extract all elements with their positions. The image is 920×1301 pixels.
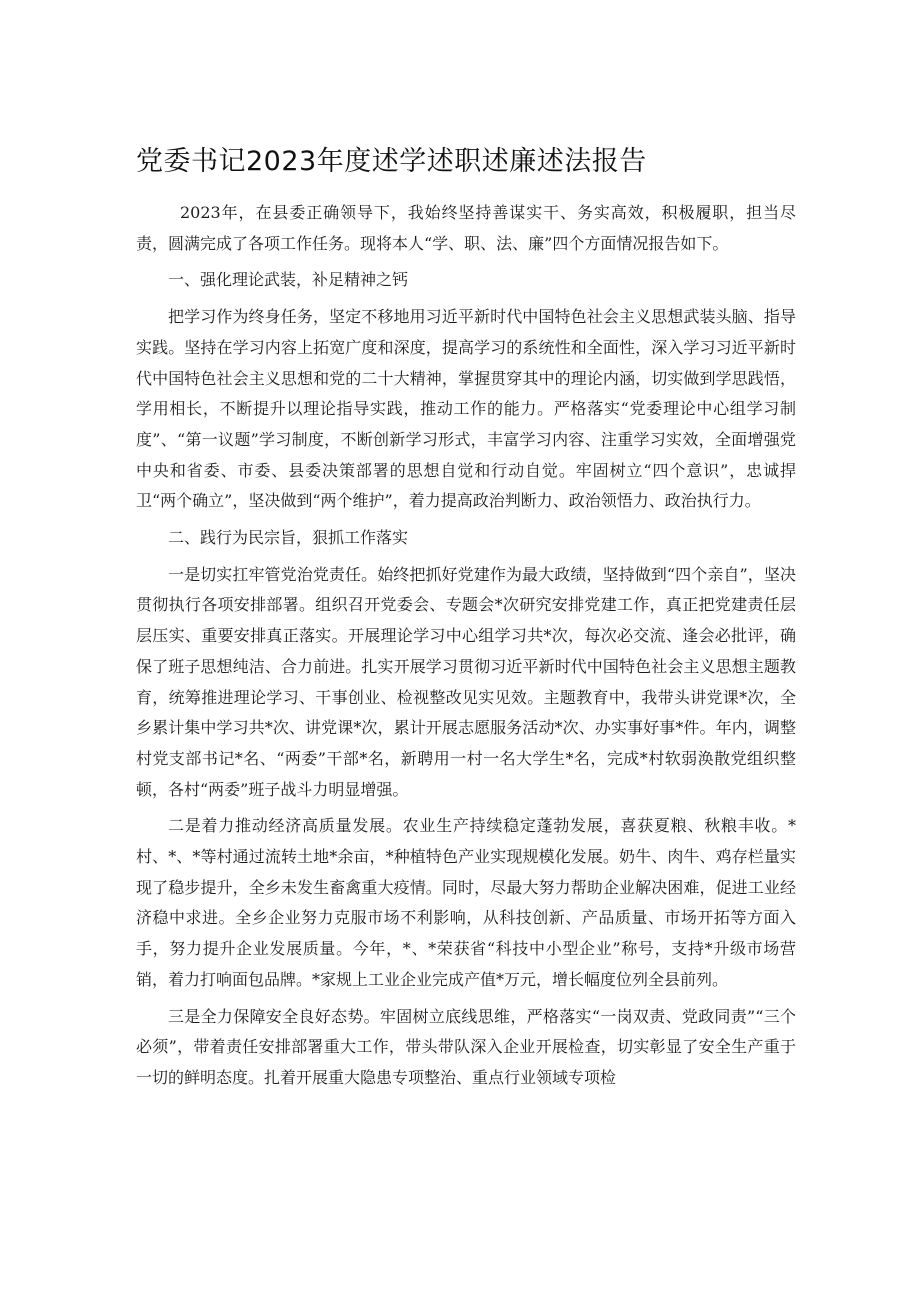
section-heading-1: 一、强化理论武装，补足精神之钙 xyxy=(168,270,409,290)
section-2-paragraph-1: 一是切实扛牢管党治党责任。始终把抓好党建作为最大政绩，坚持做到“四个亲自”，坚决贯彻执行各项安排部署。组织召开党委会、专题会*次研究安排党建工作，真正把党建责任层层压实、重要安排真正落实。开展理论学习中心组学习共*次，每次必交流、逢会必批评，确保了班子思想纯洁、合力前进。扎实开展学习贯彻习近平新时代中国特色社会主义思想主题教育，统筹推进理论学习、干事创业、检视整改见实见效。主题教育中，我带头讲党课*次，全乡累计集中学习共*次、讲党课*次，累计开展志愿服务活动*次、办实事好事*件。年内，调整村党支部书记*名、“两委”干部*名，新聘用一村一名大学生*名，完成*村软弱涣散党组织整顿，各村“两委”班子战斗力明显增强。 xyxy=(136,564,796,799)
intro-paragraph: 2023年，在县委正确领导下，我始终坚持善谋实干、务实高效，积极履职，担当尽责，圆满完成了各项工作任务。现将本人“学、职、法、廉”四个方面情况报告如下。 xyxy=(136,203,796,253)
section-2-paragraph-3: 三是全力保障安全良好态势。牢固树立底线思维，严格落实“一岗双责、党政同责”“三个必须”，带着责任安排部署重大工作，带头带队深入企业开展检查，切实彰显了安全生产重于一切的鲜明态度。扎着开展重大隐患专项整治、重点行业领域专项检 xyxy=(136,1006,796,1087)
section-1-paragraph: 把学习作为终身任务，坚定不移地用习近平新时代中国特色社会主义思想武装头脑、指导实践。坚持在学习内容上拓宽广度和深度，提高学习的系统性和全面性，深入学习习近平新时代中国特色社会主义思想和党的二十大精神，掌握贯穿其中的理论内涵，切实做到学思践悟，学用相长，不断提升以理论指导实践，推动工作的能力。严格落实“党委理论中心组学习制度”、“第一议题”学习制度，不断创新学习形式，丰富学习内容、注重学习实效，全面增强党中央和省委、市委、县委决策部署的思想自觉和行动自觉。牢固树立“四个意识”，忠诚捍卫“两个确立”，坚决做到“两个维护”，着力提高政治判断力、政治领悟力、政治执行力。 xyxy=(136,307,796,511)
section-2-paragraph-2: 二是着力推动经济高质量发展。农业生产持续稳定蓬勃发展，喜获夏粮、秋粮丰收。*村、*、*等村通过流转土地*余亩，*种植特色产业实现规模化发展。奶牛、肉牛、鸡存栏量实现了稳步提升，全乡未发生畜禽重大疫情。同时，尽最大努力帮助企业解决困难，促进工业经济稳中求进。全乡企业努力克服市场不利影响，从科技创新、产品质量、市场开拓等方面入手，努力提升企业发展质量。今年，*、*荣获省“科技中小型企业”称号，支持*升级市场营销，着力打响面包品牌。*家规上工业企业完成产值*万元，增长幅度位列全县前列。 xyxy=(136,816,796,989)
document-title: 党委书记2023年度述学述职述廉述法报告 xyxy=(136,146,647,177)
section-heading-2: 二、践行为民宗旨，狠抓工作落实 xyxy=(168,528,409,548)
document-body xyxy=(136,198,796,1100)
